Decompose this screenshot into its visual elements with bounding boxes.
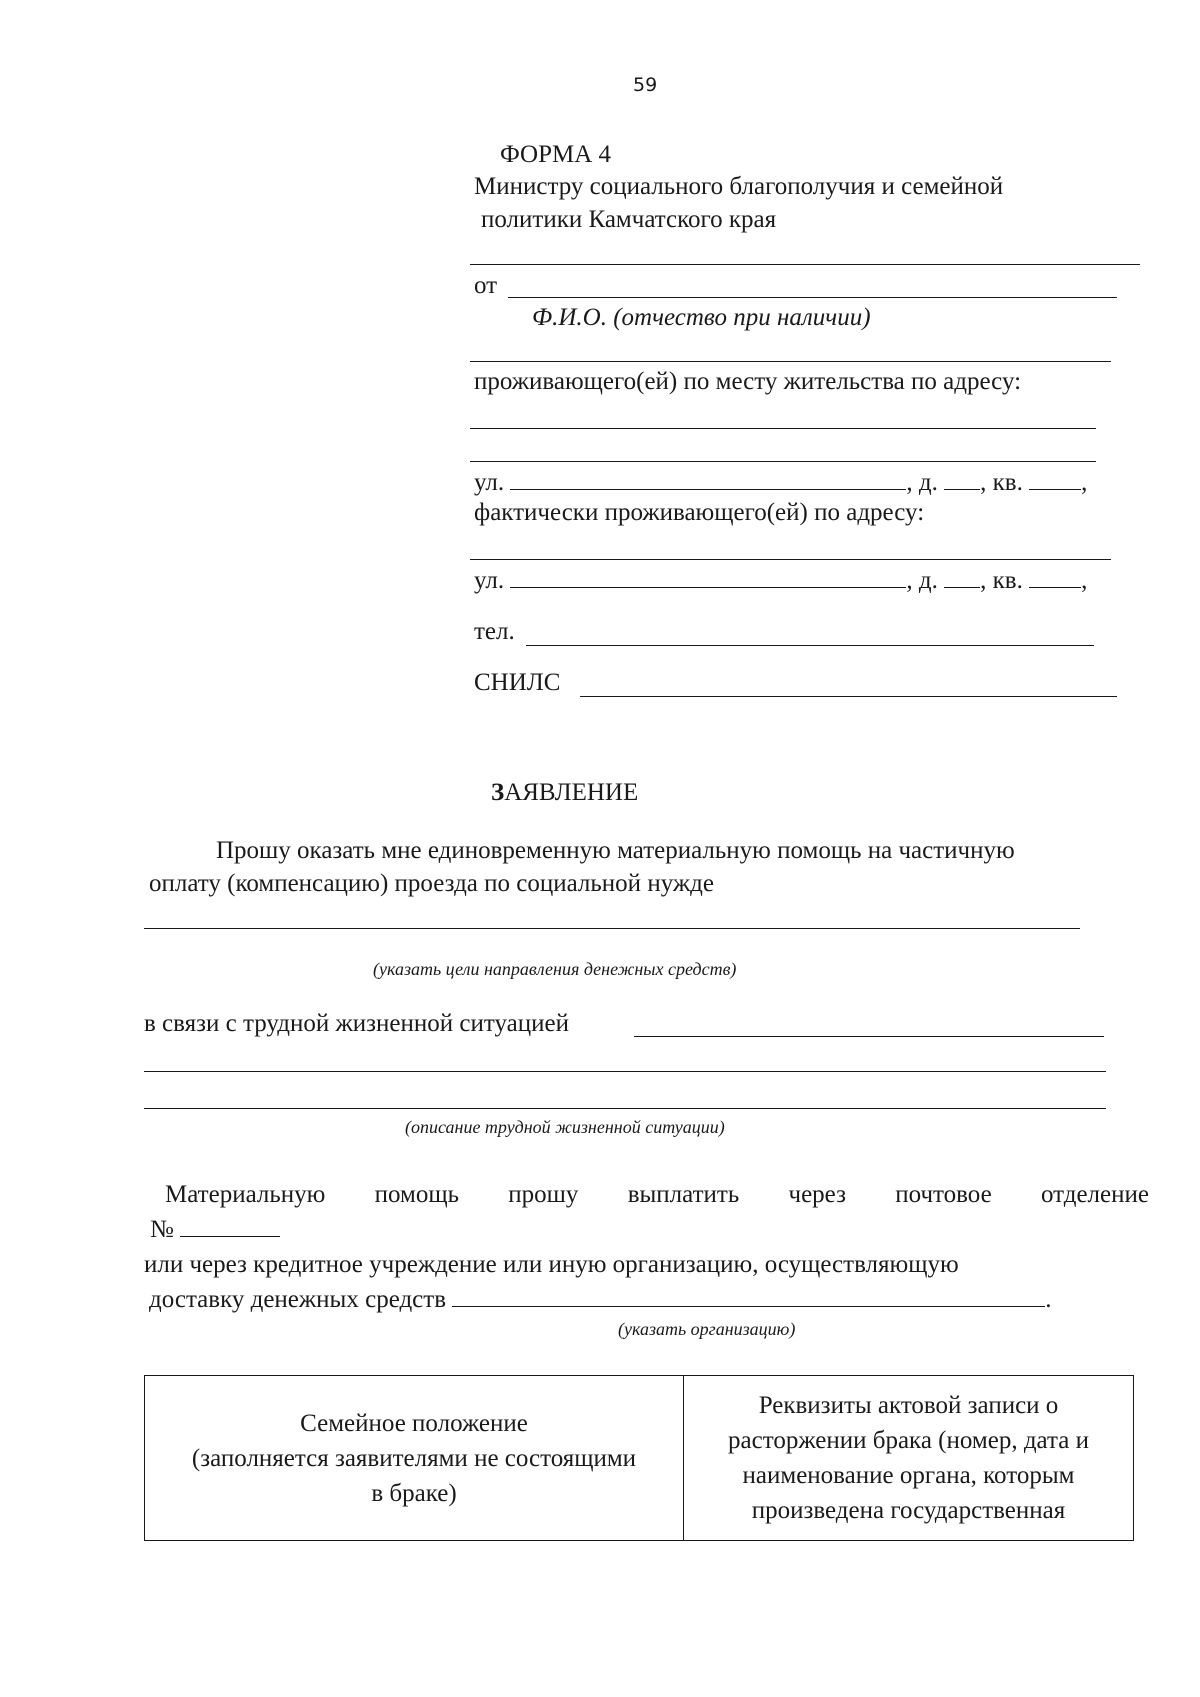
blank-line-2[interactable]: [470, 361, 1111, 362]
addressee-line-1: Министру социального благополучия и семейной: [474, 173, 1004, 200]
residence-label: проживающего(ей) по месту жительства по адресу:: [474, 368, 1022, 395]
situation-field-1[interactable]: [634, 1036, 1104, 1037]
payment-line-2: или через кредитное учреждение или иную организацию, осуществляющую: [144, 1251, 959, 1278]
street-label: ул.: [474, 567, 505, 594]
period: .: [1045, 1286, 1052, 1313]
purpose-field[interactable]: [144, 928, 1080, 929]
cell-line: произведена государственная: [751, 1497, 1066, 1524]
snils-field[interactable]: [580, 696, 1117, 697]
apt-field[interactable]: [1029, 467, 1081, 490]
house-label: , д.: [906, 469, 938, 496]
phone-label: тел.: [474, 618, 515, 645]
payment-line-1: [165, 1180, 1149, 1210]
number-sign: №: [150, 1216, 174, 1243]
fio-hint: Ф.И.О. (отчество при наличии): [532, 304, 871, 331]
page-number: 59: [633, 74, 658, 96]
organization-field[interactable]: [452, 1284, 1045, 1307]
cell-line: в браке): [371, 1479, 457, 1507]
statement-title-initial: З: [491, 779, 505, 806]
cell-line: Семейное положение: [300, 1409, 528, 1437]
situation-field-3[interactable]: [144, 1108, 1106, 1109]
snils-label: СНИЛС: [474, 669, 561, 696]
street-field[interactable]: [510, 565, 906, 588]
situation-hint: (описание трудной жизненной ситуации): [405, 1117, 725, 1137]
payment-line-3: [149, 1284, 1052, 1315]
marital-status-table: [144, 1375, 1134, 1541]
payment-word: через: [788, 1181, 846, 1208]
from-label: от: [474, 272, 498, 299]
payment-word: Материальную: [165, 1181, 326, 1208]
delivery-label: доставку денежных средств: [149, 1286, 447, 1313]
street-row-2: [474, 565, 1087, 596]
phone-field[interactable]: [526, 645, 1094, 646]
payment-word: почтовое: [895, 1181, 992, 1208]
apt-label: , кв.: [980, 567, 1023, 594]
house-label: , д.: [906, 567, 938, 594]
street-label: ул.: [474, 469, 505, 496]
trailing-comma: ,: [1081, 469, 1088, 496]
cell-line: (заполняется заявителями не состоящими: [191, 1444, 637, 1472]
cell-line: Реквизиты актовой записи о: [758, 1392, 1059, 1419]
apt-field[interactable]: [1029, 565, 1081, 588]
post-office-number-field[interactable]: [180, 1214, 280, 1237]
fio-field[interactable]: [508, 297, 1117, 298]
house-field[interactable]: [944, 565, 980, 588]
post-office-number-row: [150, 1214, 280, 1245]
form-label: ФОРМА 4: [500, 141, 612, 168]
residence-address-line-2[interactable]: [470, 461, 1096, 462]
blank-line-1[interactable]: [470, 264, 1140, 265]
statement-title: [491, 778, 638, 808]
apt-label: , кв.: [980, 469, 1023, 496]
statement-title-rest: АЯВЛЕНИЕ: [504, 779, 639, 806]
street-field[interactable]: [510, 467, 906, 490]
payment-word: прошу: [508, 1181, 579, 1208]
payment-word: отделение: [1040, 1181, 1149, 1208]
street-row-1: [474, 467, 1087, 498]
residence-address-line-1[interactable]: [470, 428, 1096, 429]
organization-hint: (указать организацию): [618, 1319, 796, 1339]
payment-word: выплатить: [627, 1181, 740, 1208]
request-line-2: оплату (компенсацию) проезда по социальной нужде: [149, 870, 714, 897]
trailing-comma: ,: [1081, 567, 1088, 594]
situation-field-2[interactable]: [144, 1071, 1106, 1072]
purpose-hint: (указать цели направления денежных средств): [373, 959, 737, 979]
actual-residence-label: фактически проживающего(ей) по адресу:: [474, 499, 925, 526]
table-row: [145, 1376, 1134, 1541]
house-field[interactable]: [944, 467, 980, 490]
divorce-record-cell: [684, 1376, 1134, 1541]
marital-status-cell: [145, 1376, 684, 1541]
situation-label: в связи с трудной жизненной ситуацией: [144, 1010, 569, 1037]
actual-address-line[interactable]: [470, 559, 1111, 560]
payment-word: помощь: [374, 1181, 459, 1208]
cell-line: расторжении брака (номер, дата и: [728, 1427, 1089, 1454]
cell-line: наименование органа, которым: [742, 1462, 1075, 1489]
addressee-line-2: политики Камчатского края: [481, 206, 777, 233]
request-line-1: Прошу оказать мне единовременную материальную помощь на частичную: [216, 837, 1015, 864]
